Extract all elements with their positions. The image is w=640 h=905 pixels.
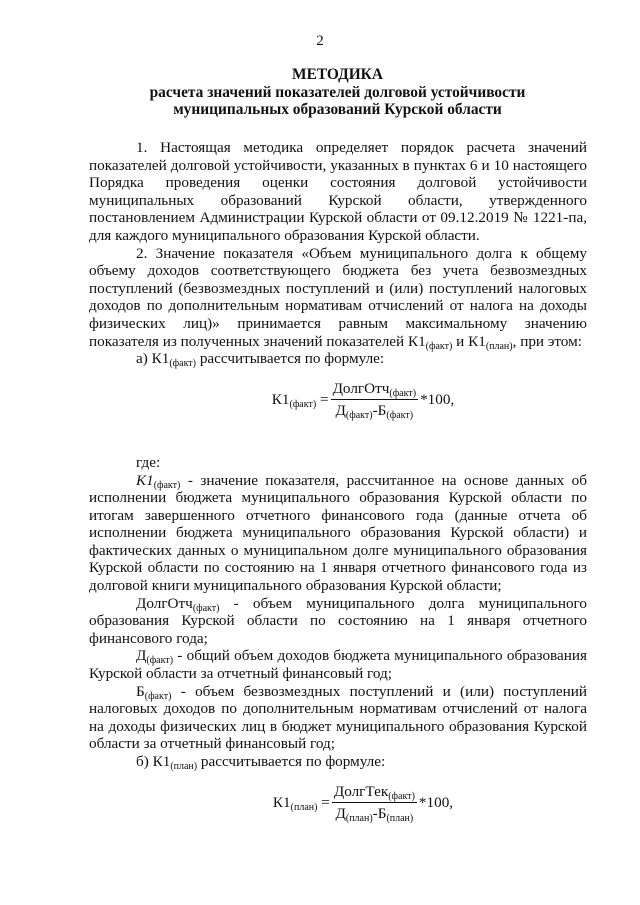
paragraph-2-text: и К1 bbox=[452, 332, 486, 350]
fraction bbox=[331, 380, 419, 420]
definition-term: К1 bbox=[136, 471, 154, 489]
subscript: (план) bbox=[170, 761, 198, 772]
definition-b-fact bbox=[89, 683, 587, 753]
subscript: (план) bbox=[386, 813, 414, 825]
definition-term: Б bbox=[136, 682, 145, 700]
subscript: (факт) bbox=[144, 690, 172, 702]
formula-symbol: К1 bbox=[271, 391, 290, 409]
item-b-prefix: б) К1 bbox=[136, 753, 171, 770]
title-line-1: МЕТОДИКА bbox=[292, 66, 383, 83]
fraction-numerator bbox=[331, 380, 419, 401]
subscript: (факт) bbox=[289, 399, 317, 411]
subscript: (факт) bbox=[425, 340, 453, 352]
denominator-symbol: Д bbox=[335, 402, 346, 420]
denominator-symbol: -Б bbox=[372, 402, 387, 420]
subscript: (план) bbox=[345, 813, 373, 825]
formula-lhs bbox=[273, 794, 330, 812]
definition-k1-fact bbox=[89, 472, 587, 595]
fraction-denominator bbox=[334, 400, 416, 420]
definition-term: Д bbox=[136, 647, 147, 665]
subscript: (факт) bbox=[192, 602, 220, 614]
subscript: (факт) bbox=[388, 790, 415, 802]
subscript: (факт) bbox=[386, 410, 414, 422]
item-a-suffix: рассчитывается по формуле: bbox=[196, 350, 385, 368]
subscript: (факт) bbox=[389, 387, 417, 399]
document-body bbox=[89, 139, 587, 833]
title-line-3: муниципальных образований Курской области bbox=[173, 101, 502, 118]
fraction bbox=[332, 783, 417, 823]
title-line-2: расчета значений показателей долговой устойчивости bbox=[149, 83, 526, 101]
definition-d-fact bbox=[89, 647, 587, 682]
item-b-heading bbox=[89, 753, 587, 771]
page-number: 2 bbox=[316, 33, 324, 49]
definition-text: - объем безвозмездных поступлений и (или) поступлений налоговых доходов по дополнительным нормативам отчислений от налога на доходы физических лиц в бюджет муниципального образования Курской области за отчетный финансовый год; bbox=[89, 682, 587, 753]
subscript: (факт) bbox=[345, 410, 373, 422]
where-label: где: bbox=[136, 453, 161, 471]
formula-symbol: К1 bbox=[272, 793, 291, 811]
document-title bbox=[90, 66, 585, 119]
definition-text: - общий объем доходов бюджета муниципального образования Курской области за отчетный финансовый год; bbox=[89, 647, 587, 683]
equals-sign: = bbox=[317, 793, 330, 811]
formula-tail: *100, bbox=[420, 391, 455, 409]
formula-lhs bbox=[272, 391, 329, 409]
definition-text: - значение показателя, рассчитанное на основе данных об исполнении бюджета муниципального образования Курской области по итогам завершенного отчетного финансового года (данные отчета об исполнении бюджета муниципального образования Курской области) и фактических данных о муниципальном долге муниципального образования Курской области по состоянию на 1 января отчетного финансового года из долговой книги муниципального образования Курской области; bbox=[89, 471, 587, 595]
fraction-numerator bbox=[332, 783, 417, 804]
definition-term: ДолгОтч bbox=[136, 594, 193, 612]
item-b-suffix: рассчитывается по формуле: bbox=[197, 753, 386, 770]
definition-dolgotch bbox=[89, 595, 587, 648]
subscript: (факт) bbox=[153, 479, 181, 491]
fraction-denominator bbox=[333, 803, 415, 823]
numerator-symbol: ДолгТек bbox=[333, 782, 389, 800]
formula-a bbox=[89, 380, 587, 420]
formula-tail: *100, bbox=[418, 793, 454, 811]
subscript: (план) bbox=[485, 340, 513, 352]
subscript: (факт) bbox=[146, 655, 174, 667]
item-a-prefix: а) К1 bbox=[136, 350, 170, 368]
equals-sign: = bbox=[316, 391, 329, 409]
paragraph-1: 1. Настоящая методика определяет порядок расчета значений показателей долговой устойчивости, указанных в пунктах 6 и 10 настоящего Порядка проведения оценки состояния долговой устойчивости муниципальных образований Курской области, утвержденного постановлением Администрации Курской области от 09.12.2019 № 1221-па, для каждого муниципального образования Курской области. bbox=[89, 139, 587, 244]
denominator-symbol: -Б bbox=[372, 805, 387, 823]
numerator-symbol: ДолгОтч bbox=[332, 379, 390, 397]
subscript: (план) bbox=[290, 801, 318, 813]
item-a-heading bbox=[89, 350, 587, 368]
subscript: (факт) bbox=[169, 358, 197, 370]
paragraph-2-text: 2. Значение показателя «Объем муниципального долга к общему объему доходов соответствующего бюджета без учета безвозмездных поступлений (безвозмездных поступлений и (или) поступлений налоговых доходов по дополнительным нормативам отчислений от налога на доходы физических лиц)» принимается равным максимальному значению показателя из полученных значений показателей К1 bbox=[89, 244, 587, 350]
paragraph-2-text: , при этом: bbox=[512, 332, 582, 350]
formula-b bbox=[89, 783, 587, 823]
denominator-symbol: Д bbox=[335, 805, 346, 823]
definition-text: - объем муниципального долга муниципального образования Курской области по состоянию на 1 января отчетного финансового года; bbox=[89, 594, 587, 647]
paragraph-2 bbox=[89, 245, 587, 351]
